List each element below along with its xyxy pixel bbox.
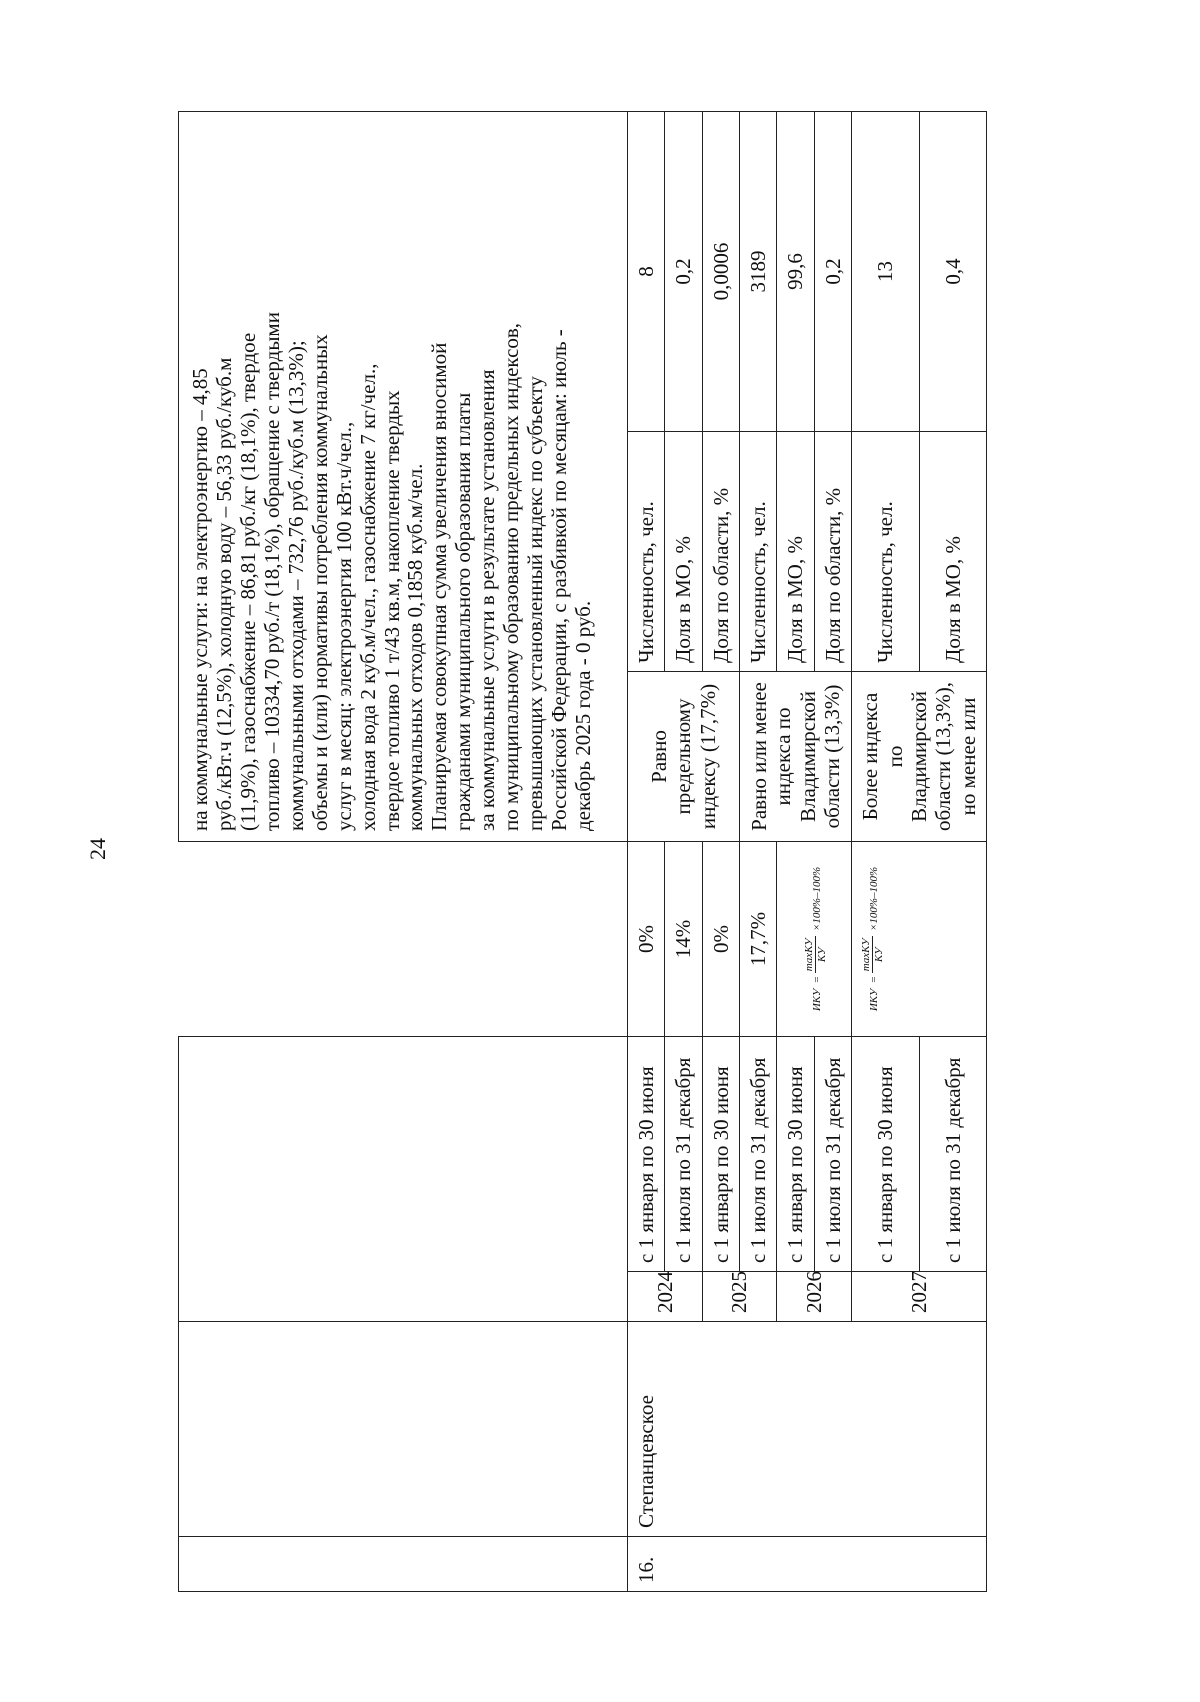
formula-tail: ×100%–100%: [810, 866, 823, 932]
period-h2: с 1 июля по 31 декабря: [740, 1037, 777, 1272]
value-cell: 0,4: [919, 112, 986, 432]
indicator-share-mo: Доля в МО, %: [919, 432, 986, 672]
period-h2: с 1 июля по 31 декабря: [919, 1037, 986, 1272]
index-value: 0%: [628, 842, 665, 1037]
condition-above-region-index: Более индекса по Владимирской области (13,3%), но менее или: [852, 672, 987, 842]
index-formula: ИКУ = maxКУ КУ ×100%–100%: [777, 842, 852, 1037]
formula-fraction: maxКУ КУ: [859, 938, 885, 972]
year-2026: 2026: [777, 1272, 852, 1322]
formula-lhs: ИКУ: [868, 988, 881, 1012]
value-cell: 0,2: [665, 112, 702, 432]
formula-lhs: ИКУ: [810, 988, 823, 1012]
rotated-table-container: [178, 112, 1118, 1592]
page-number: 24: [85, 838, 110, 860]
condition-below-region-index: Равно или менее индекса по Владимирской области (13,3%): [740, 672, 852, 842]
year-2027: 2027: [852, 1272, 987, 1322]
period-h1: с 1 января по 30 июня: [777, 1037, 814, 1272]
indicator-count: Численность, чел.: [852, 432, 919, 672]
tariff-table: [178, 111, 987, 1592]
condition-limit-index: Равно предельному индексу (17,7%): [628, 672, 740, 842]
period-h2: с 1 июля по 31 декабря: [814, 1037, 851, 1272]
municipality-name: Степанцевское: [628, 1322, 987, 1537]
formula-tail: ×100%–100%: [868, 866, 881, 932]
period-h1: с 1 января по 30 июня: [628, 1037, 665, 1272]
value-cell: 0,2: [814, 112, 851, 432]
value-cell: 3189: [740, 112, 777, 432]
period-h1: с 1 января по 30 июня: [852, 1037, 919, 1272]
year-2024: 2024: [628, 1272, 703, 1322]
tariff-description: на коммунальные услуги: на электроэнергию – 4,85 руб./кВт.ч (12,5%), холодную воду – 56,33 руб./куб.м (11,9%), газоснабжение – 86,81 руб./кг (18,1%), твердое топливо – 10334,70 руб./т (18,1%), обращение с твердыми коммунальными отходами – 732,76 руб./куб.м (13,3%); объемы и (или) нормативы потребления коммунальных услуг в месяц: электроэнергия 100 кВт.ч/чел., холодная вода 2 куб.м/чел., газоснабжение 7 кг/чел., твердое топливо 1 т/43 кв.м, накопление твердых коммунальных отходов 0,1858 куб.м/чел. Планируемая совокупная сумма увеличения вносимой гражданами муниципального образования платы за коммунальные услуги в результате установления по муниципальному образованию предельных индексов, превышающих установленный индекс по субъекту Российской Федерации, с разбивкой по месяцам: июль - декабрь 2025 года - 0 руб.: [179, 112, 628, 842]
index-formula: ИКУ = maxКУ КУ ×100%–100%: [852, 842, 987, 1037]
empty-cell: [179, 1322, 628, 1537]
value-cell: 13: [852, 112, 919, 432]
value-cell: 0,0006: [702, 112, 739, 432]
index-value: 14%: [665, 842, 702, 1037]
indicator-share-mo: Доля в МО, %: [777, 432, 814, 672]
period-h2: с 1 июля по 31 декабря: [665, 1037, 702, 1272]
indicator-share-region: Доля по области, %: [814, 432, 851, 672]
indicator-count: Численность, чел.: [628, 432, 665, 672]
table-row: [628, 112, 665, 1592]
indicator-share-mo: Доля в МО, %: [665, 432, 702, 672]
indicator-share-region: Доля по области, %: [702, 432, 739, 672]
empty-cell: [179, 1037, 628, 1322]
year-2025: 2025: [702, 1272, 777, 1322]
index-value: 17,7%: [740, 842, 777, 1037]
index-value: 0%: [702, 842, 739, 1037]
empty-cell: [179, 1537, 628, 1592]
value-cell: 99,6: [777, 112, 814, 432]
formula-fraction: maxКУ КУ: [802, 938, 828, 972]
period-h1: с 1 января по 30 июня: [702, 1037, 739, 1272]
description-row: [179, 112, 628, 1592]
empty-cell: [179, 842, 628, 1037]
indicator-count: Численность, чел.: [740, 432, 777, 672]
row-number: 16.: [628, 1537, 987, 1592]
value-cell: 8: [628, 112, 665, 432]
